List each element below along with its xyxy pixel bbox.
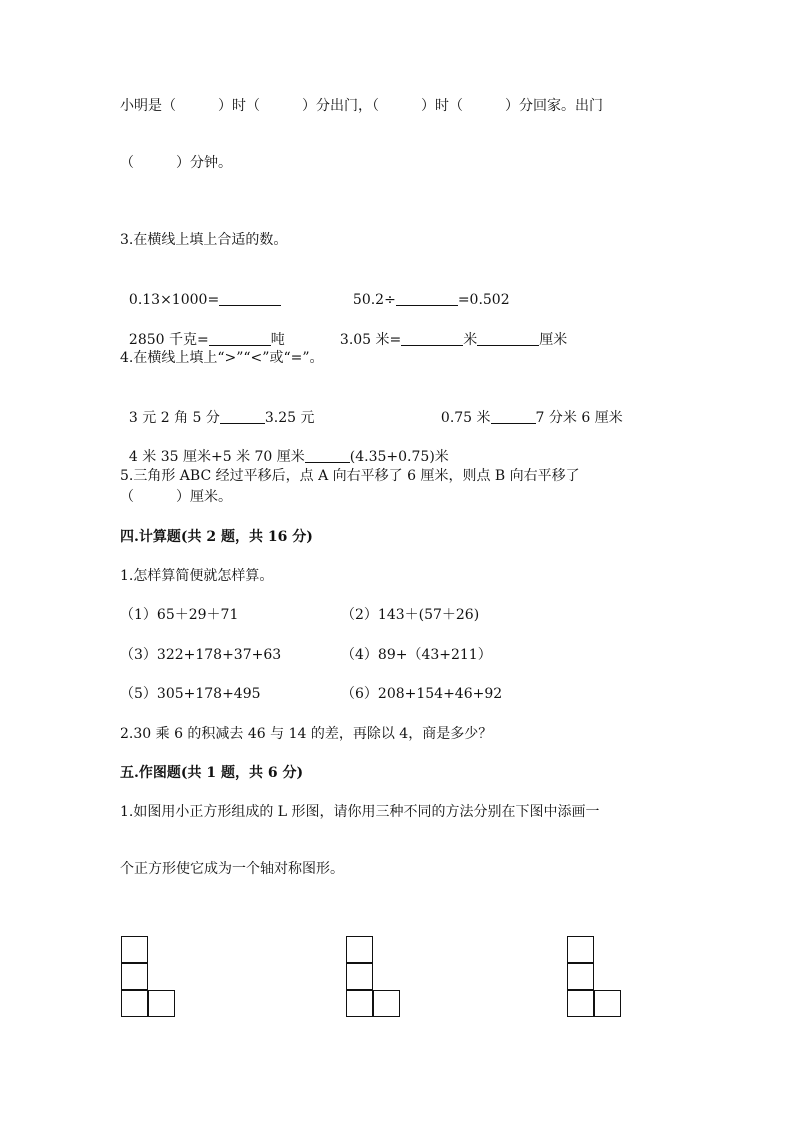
q2-text-line1: 小明是（ ）时（ ）分出门，（ ）时（ ）分回家。出门 (120, 98, 603, 114)
section5-q1-line1: 1.如图用小正方形组成的 L 形图，请你用三种不同的方法分别在下图中添画一 (120, 804, 600, 820)
q3-title: 3.在横线上填上合适的数。 (120, 232, 288, 248)
q4-row-a (120, 388, 315, 428)
answer-blank[interactable] (209, 331, 271, 346)
q3-d-right: 厘米 (539, 332, 568, 348)
q3-d-left: 3.05 米= (339, 332, 402, 348)
q3-a-left: 0.13×1000= (128, 292, 220, 308)
q3-row-d (331, 310, 567, 350)
answer-blank[interactable] (305, 448, 350, 463)
l-shape-figure-1 (121, 936, 181, 1020)
grid-square (567, 936, 594, 963)
q2-text-line2: （ ）分钟。 (120, 155, 232, 171)
calc-item-4: （4）89+（43+211） (341, 647, 492, 663)
grid-square (121, 963, 148, 990)
q3-row-c (120, 310, 285, 350)
q4-c-right: (4.35+0.75)米 (349, 449, 449, 465)
q5-line1: 5.三角形 ABC 经过平移后，点 A 向右平移了 6 厘米，则点 B 向右平移了 (120, 468, 580, 484)
q5-line2: （ ）厘米。 (120, 489, 232, 505)
q3-d-mid: 米 (463, 332, 478, 348)
answer-blank[interactable] (396, 291, 458, 306)
calc-item-5: （5）305+178+495 (120, 686, 261, 702)
answer-blank[interactable] (477, 331, 539, 346)
grid-square (567, 990, 594, 1017)
l-shape-figure-3 (567, 936, 627, 1020)
section4-title: 四.计算题(共 2 题，共 16 分) (120, 529, 313, 545)
grid-square (346, 963, 373, 990)
calc-item-1: （1）65＋29＋71 (120, 607, 239, 623)
answer-blank[interactable] (401, 331, 463, 346)
grid-square (346, 990, 373, 1017)
q3-b-right: =0.502 (457, 292, 510, 308)
section5-title: 五.作图题(共 1 题，共 6 分) (120, 765, 304, 781)
q3-c-right: 吨 (270, 332, 285, 348)
q3-row-a (120, 270, 281, 310)
q3-c-left: 2850 千克= (128, 332, 209, 348)
calc-item-2: （2）143＋(57＋26) (341, 607, 480, 623)
grid-square (373, 990, 400, 1017)
answer-blank[interactable] (220, 409, 265, 424)
l-shape-figure-2 (346, 936, 406, 1020)
grid-square (346, 936, 373, 963)
q3-row-b (344, 270, 510, 310)
grid-square (594, 990, 621, 1017)
answer-blank[interactable] (219, 291, 281, 306)
q4-row-b (432, 388, 623, 428)
section4-q2: 2.30 乘 6 的积减去 46 与 14 的差，再除以 4，商是多少？ (120, 726, 493, 742)
q4-a-right: 3.25 元 (264, 410, 315, 426)
grid-square (121, 990, 148, 1017)
q4-a-left: 3 元 2 角 5 分 (128, 410, 220, 426)
q4-c-left: 4 米 35 厘米+5 米 70 厘米 (128, 449, 305, 465)
grid-square (567, 963, 594, 990)
grid-square (121, 936, 148, 963)
grid-square (148, 990, 175, 1017)
calc-item-6: （6）208+154+46+92 (341, 686, 503, 702)
q4-b-right: 7 分米 6 厘米 (535, 410, 623, 426)
answer-blank[interactable] (491, 409, 536, 424)
q4-b-left: 0.75 米 (440, 410, 491, 426)
section5-q1-line2: 个正方形使它成为一个轴对称图形。 (120, 861, 344, 877)
q4-title: 4.在横线上填上“>”“<”或“=”。 (120, 350, 324, 366)
calc-item-3: （3）322+178+37+63 (120, 647, 282, 663)
q4-row-c (120, 427, 449, 467)
section4-q1-title: 1.怎样算简便就怎样算。 (120, 568, 274, 584)
q3-b-left: 50.2÷ (352, 292, 396, 308)
